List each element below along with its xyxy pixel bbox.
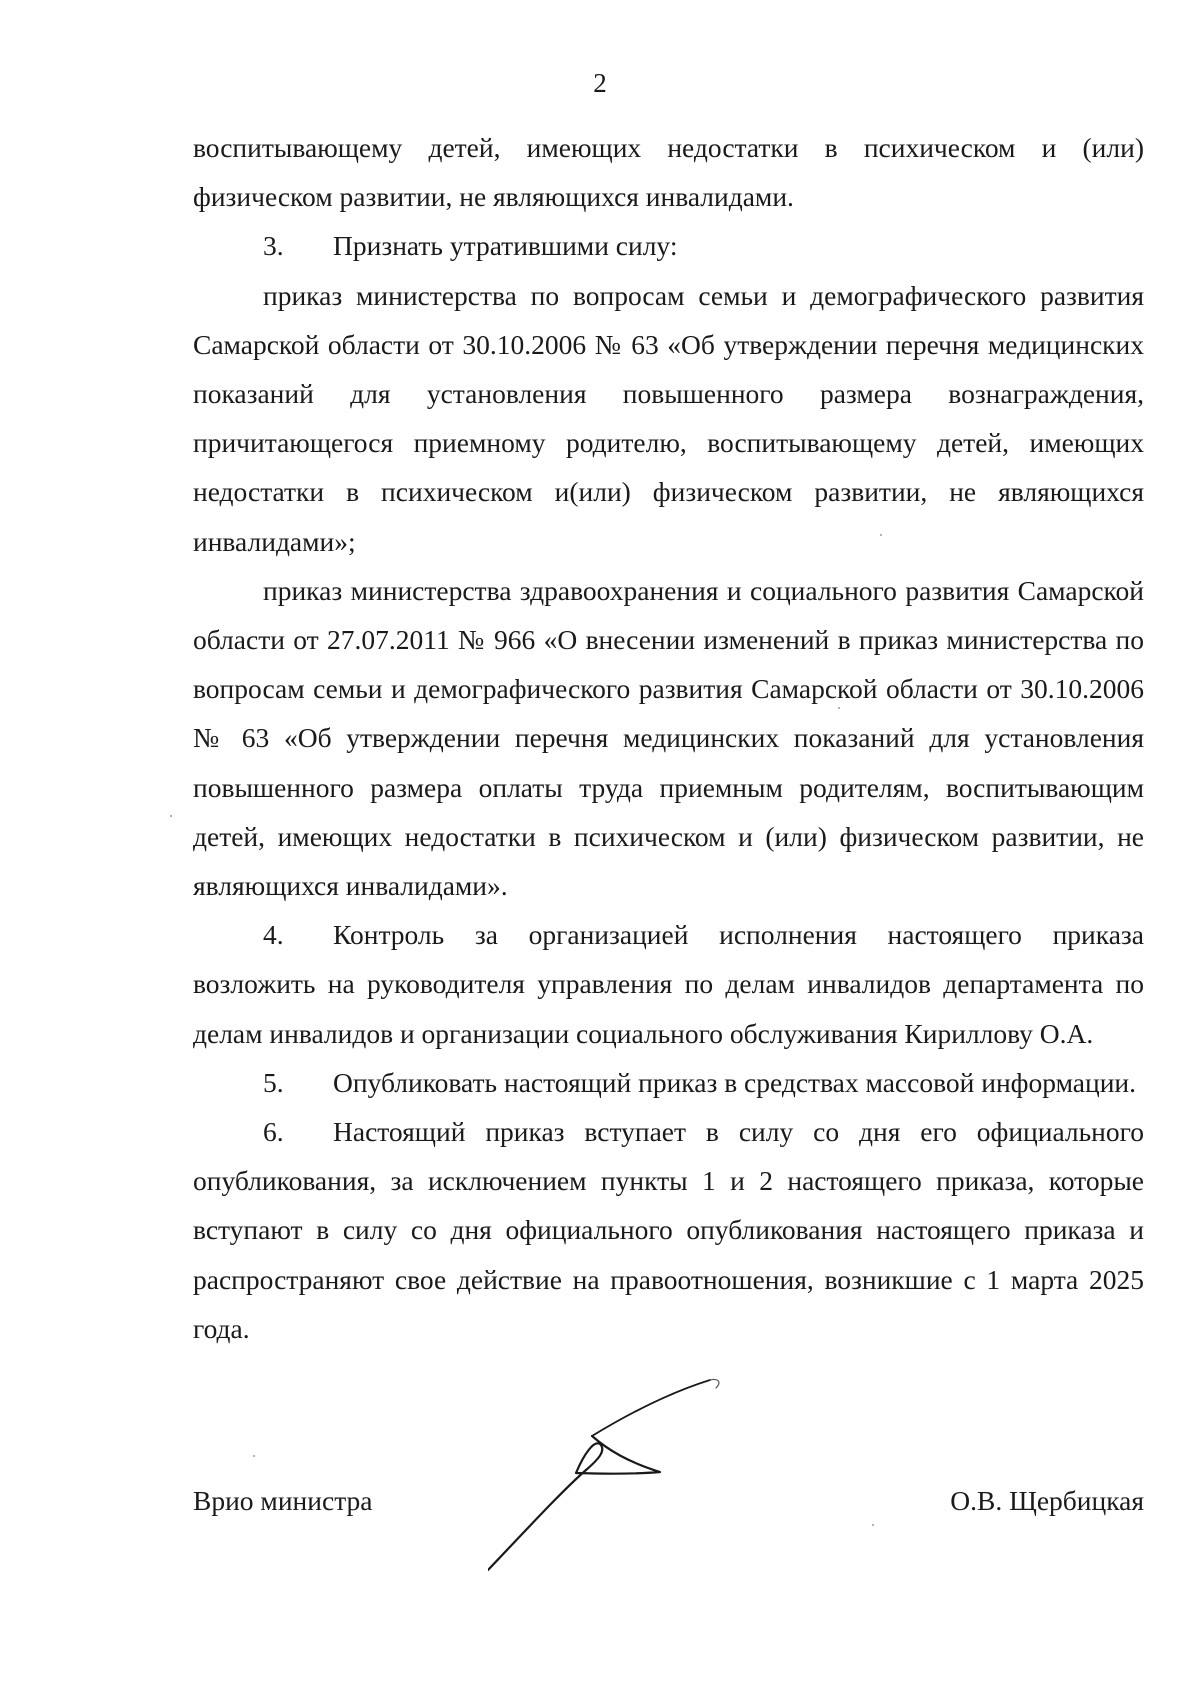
position-title: Врио министра: [193, 1485, 373, 1516]
paragraph-text: Опубликовать настоящий приказ в средствах массовой информации.: [333, 1066, 1137, 1098]
scan-speck: [838, 707, 840, 709]
page-number: 2: [593, 68, 607, 98]
scan-speck: [253, 1455, 255, 1457]
paragraph-number: 4.: [263, 919, 284, 951]
paragraph-text: приказ министерства по вопросам семьи и демографического развития Самарской области от 30.10.2006 № 63 «Об утверждении перечня медицинских показаний для установления повышенного размера вознаграждения, причитающегося приемному родителю, воспитывающему детей, имеющих недостатки в психическом и(или) физическом развитии, не являющихся инвалидами»;: [193, 279, 1144, 557]
paragraph-item-6: [193, 1107, 1144, 1353]
paragraph-number: 5.: [263, 1066, 284, 1098]
document-body: [193, 123, 1144, 1353]
paragraph-item-4: [193, 910, 1144, 1058]
paragraph-text: воспитывающему детей, имеющих недостатки в психическом и (или) физическом развитии, не являющихся инвалидами.: [193, 132, 1144, 213]
handwritten-signature: [488, 1378, 768, 1578]
paragraph-text: приказ министерства здравоохранения и социального развития Самарской области от 27.07.2011 № 966 «О внесении изменений в приказ министерства по вопросам семьи и демографического развития Самарской области от 30.10.2006 № 63 «Об утверждении перечня медицинских показаний для установления повышенного размера оплаты труда приемным родителям, воспитывающим детей, имеющих недостатки в психическом и (или) физическом развитии, не являющихся инвалидами».: [193, 574, 1144, 902]
scan-speck: [880, 534, 882, 536]
paragraph-number: 6.: [263, 1116, 284, 1148]
paragraph-item-3: [193, 221, 1144, 270]
scan-speck: [170, 815, 172, 817]
paragraph-order-2006: [193, 271, 1144, 566]
paragraph-text: Контроль за организацией исполнения настоящего приказа возложить на руководителя управления по делам инвалидов департамента по делам инвалидов и организации социального обслуживания Кириллову О.А.: [193, 919, 1144, 1049]
paragraph-item-5: [193, 1058, 1144, 1107]
paragraph-order-2011: [193, 566, 1144, 910]
paragraph-text: Настоящий приказ вступает в силу со дня его официального опубликования, за исключением пункты 1 и 2 настоящего приказа, которые вступают в силу со дня официального опубликования настоящего приказа и распространяют свое действие на правоотношения, возникшие с 1 марта 2025 года.: [193, 1116, 1144, 1344]
paragraph-text: Признать утратившими силу:: [333, 230, 678, 262]
signatory-name: О.В. Щербицкая: [950, 1485, 1144, 1516]
paragraph-continuation: [193, 123, 1144, 221]
scan-speck: [872, 1524, 874, 1526]
paragraph-number: 3.: [263, 230, 284, 262]
